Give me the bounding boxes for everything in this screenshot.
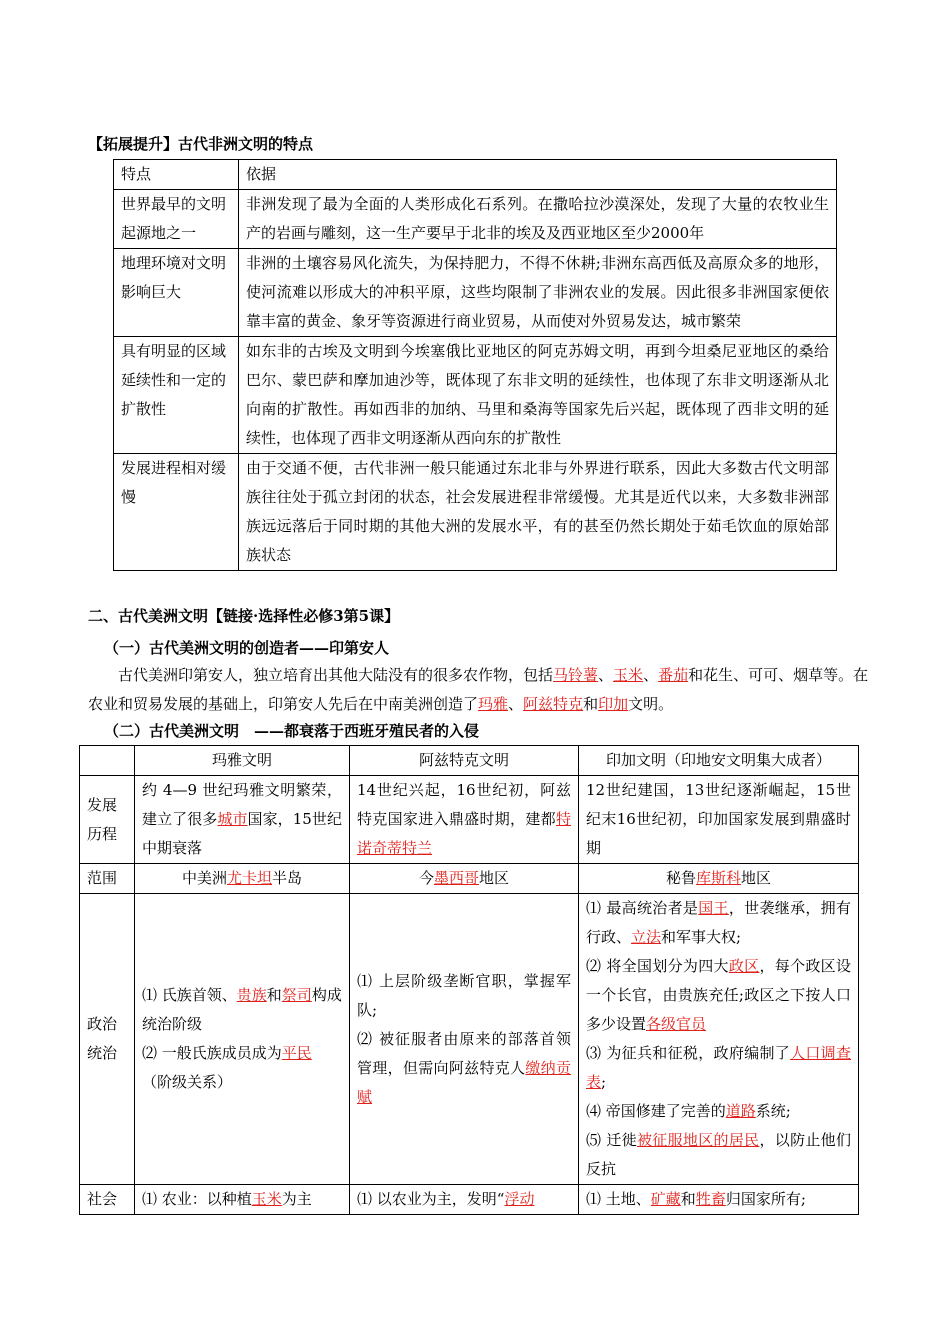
row-label: 社会 [80,1185,135,1215]
aztec-range [350,864,579,894]
header-maya: 玛雅文明 [135,746,350,776]
cell-text: ⑴ 农业：以种植 [142,1190,252,1208]
cell-text: 和军事大权; [661,928,742,946]
cell-text: 系统; [755,1102,791,1120]
key-term: 玛雅 [478,695,509,713]
para-text: 文明。 [628,695,674,713]
key-term: 特诺奇蒂特兰 [357,810,571,857]
key-term: 尤卡坦 [226,869,272,887]
inca-politics [579,894,859,1185]
table-row-politics [80,894,859,1185]
key-term: 库斯科 [695,869,741,887]
cell-text: ⑴ 最高统治者是 [586,899,699,917]
key-term: 人口调查表 [586,1044,851,1091]
para-text: 、 [508,695,524,713]
header-basis: 依据 [239,160,837,190]
cell-line: ⑴ 上层阶级垄断官职，掌握军队; [357,971,571,1019]
cell-line [586,894,851,952]
table-row [114,454,837,571]
cell-line [586,1039,851,1097]
basis-cell: 非洲发现了最为全面的人类形成化石系列。在撒哈拉沙漠深处，发现了大量的农牧业生产的岩画与雕刻，这一生产要早于北非的埃及及西亚地区至少2000年 [239,190,837,249]
table-row-development [80,776,859,864]
key-term: 浮动 [504,1190,535,1208]
key-term: 各级官员 [646,1015,707,1033]
aztec-politics [350,894,579,1185]
america-civilizations-table [79,745,859,1215]
maya-politics [135,894,350,1185]
header-feature: 特点 [114,160,239,190]
cell-line [142,1039,342,1068]
key-term: 墨西哥 [433,869,479,887]
cell-text: ⑵ 一般氏族成员成为 [142,1044,282,1062]
cell-text: ⑴ 以农业为主，发明“ [357,1190,505,1208]
key-term: 马铃薯 [553,666,599,684]
para-text: 古代美洲印第安人，独立培育出其他大陆没有的很多农作物，包括 [118,666,554,684]
header-empty [80,746,135,776]
table-header-row [80,746,859,776]
section-title-america: 二、古代美洲文明【链接·选择性必修3第5课】 [88,607,400,625]
key-term: 番茄 [658,666,689,684]
table-row [114,249,837,337]
aztec-development [350,776,579,864]
feature-cell: 具有明显的区域延续性和一定的扩散性 [114,337,239,454]
cell-text: 国家，15世纪中期衰落 [142,810,342,857]
aztec-society [350,1185,579,1215]
cell-text: 和 [680,1190,696,1208]
cell-line [142,981,342,1039]
cell-text: 秘鲁 [665,869,696,887]
row-label: 发展历程 [80,776,135,864]
key-term: 玉米 [251,1190,282,1208]
key-term: 牲畜 [695,1190,726,1208]
subsection-creators: （一）古代美洲文明的创造者——印第安人 [104,639,390,657]
key-term: 祭司 [281,986,312,1004]
basis-cell: 如东非的古埃及文明到今埃塞俄比亚地区的阿克苏姆文明，再到今坦桑尼亚地区的桑给巴尔、蒙巴萨和摩加迪沙等，既体现了东非文明的延续性，也体现了东非文明逐渐从北向南的扩散性。再如西非的加纳、马里和桑海等国家先后兴起，既体现了西非文明的延续性，也体现了西非文明逐渐从西向东的扩散性 [239,337,837,454]
cell-text: ⑴ 氏族首领、 [142,986,237,1004]
cell-text: 14世纪兴起，16世纪初，阿兹特克国家进入鼎盛时期，建都 [357,781,571,828]
cell-text: ⑶ 为征兵和征税，政府编制了 [586,1044,791,1062]
key-term: 贵族 [236,986,267,1004]
para-text: 和花生、可可、烟草等。在农业和贸易发展的基础上，印第安人先后在中南美洲创造了 [88,666,869,713]
africa-features-table [113,159,837,571]
inca-range [579,864,859,894]
feature-cell: 世界最早的文明起源地之一 [114,190,239,249]
cell-text: 为主 [281,1190,312,1208]
cell-text: ⑵ 将全国划分为四大 [586,957,729,975]
key-term: 政区 [728,957,760,975]
subsection-civilizations: （二）古代美洲文明 ——都衰落于西班牙殖民者的入侵 [104,722,480,740]
section-title-africa: 【拓展提升】古代非洲文明的特点 [88,135,314,153]
cell-text: 今 [418,869,434,887]
key-term: 平民 [281,1044,312,1062]
key-term: 城市 [217,810,248,828]
key-term: 缴纳贡赋 [357,1058,571,1106]
row-label: 范围 [80,864,135,894]
cell-text: 中美洲 [181,869,227,887]
cell-text: 半岛 [272,869,303,887]
cell-line [586,1126,851,1184]
header-aztec: 阿兹特克文明 [350,746,579,776]
basis-cell: 由于交通不便，古代非洲一般只能通过东北非与外界进行联系，因此大多数古代文明部族往往处于孤立封闭的状态，社会发展进程非常缓慢。尤其是近代以来，大多数非洲部族远远落后于同时期的其他大洲的发展水平，有的甚至仍然长期处于茹毛饮血的原始部族状态 [239,454,837,571]
header-inca: 印加文明（印地安文明集大成者） [579,746,859,776]
cell-text: ⑵ 被征服者由原来的部落首领管理，但需向阿兹特克人 [357,1029,571,1077]
basis-cell: 非洲的土壤容易风化流失，为保持肥力，不得不休耕;非洲东高西低及高原众多的地形，使河流难以形成大的冲积平原，这些均限制了非洲农业的发展。因此很多非洲国家便依靠丰富的黄金、象牙等资源进行商业贸易，从而使对外贸易发达，城市繁荣 [239,249,837,337]
table-row [114,190,837,249]
cell-text: ⑴ 土地、 [586,1190,651,1208]
cell-text: ; [601,1073,607,1091]
cell-text: 归国家所有; [725,1190,806,1208]
cell-text: ⑷ 帝国修建了完善的 [586,1102,726,1120]
cell-text: 和 [266,986,282,1004]
key-term: 玉米 [613,666,644,684]
cell-text: ，以防止他们反抗 [586,1131,851,1178]
para-text: 和 [583,695,599,713]
cell-text: ，世袭继承，拥有行政、 [586,899,851,946]
cell-text: ⑸ 迁徙 [586,1131,637,1149]
maya-society [135,1185,350,1215]
key-term: 国王 [698,899,729,917]
cell-text: 构成统治阶级 [142,986,342,1033]
row-label: 政治统治 [80,894,135,1185]
cell-text: 约 4—9 世纪玛雅文明繁荣，建立了很多 [142,781,342,828]
maya-development [135,776,350,864]
table-row-society [80,1185,859,1215]
table-row-range [80,864,859,894]
feature-cell: 发展进程相对缓慢 [114,454,239,571]
cell-text: 地区 [741,869,772,887]
cell-line [357,1025,571,1112]
cell-line [586,952,851,1039]
inca-development: 12世纪建国，13世纪逐渐崛起，15世纪末16世纪初，印加国家发展到鼎盛时期 [579,776,859,864]
key-term: 印加 [598,695,629,713]
key-term: 立法 [631,928,662,946]
key-term: 矿藏 [650,1190,681,1208]
table-header-row [114,160,837,190]
cell-text: 地区 [479,869,510,887]
maya-range [135,864,350,894]
indian-paragraph [88,661,870,719]
cell-line: （阶级关系） [142,1073,233,1091]
para-text: 、 [643,666,659,684]
cell-line [586,1097,851,1126]
para-text: 、 [598,666,614,684]
feature-cell: 地理环境对文明影响巨大 [114,249,239,337]
key-term: 阿兹特克 [523,695,584,713]
cell-text: ，每个政区设一个长官，由贵族充任;政区之下按人口多少设置 [586,957,851,1033]
inca-society [579,1185,859,1215]
table-row [114,337,837,454]
key-term: 被征服地区的居民 [637,1131,760,1149]
key-term: 道路 [725,1102,756,1120]
